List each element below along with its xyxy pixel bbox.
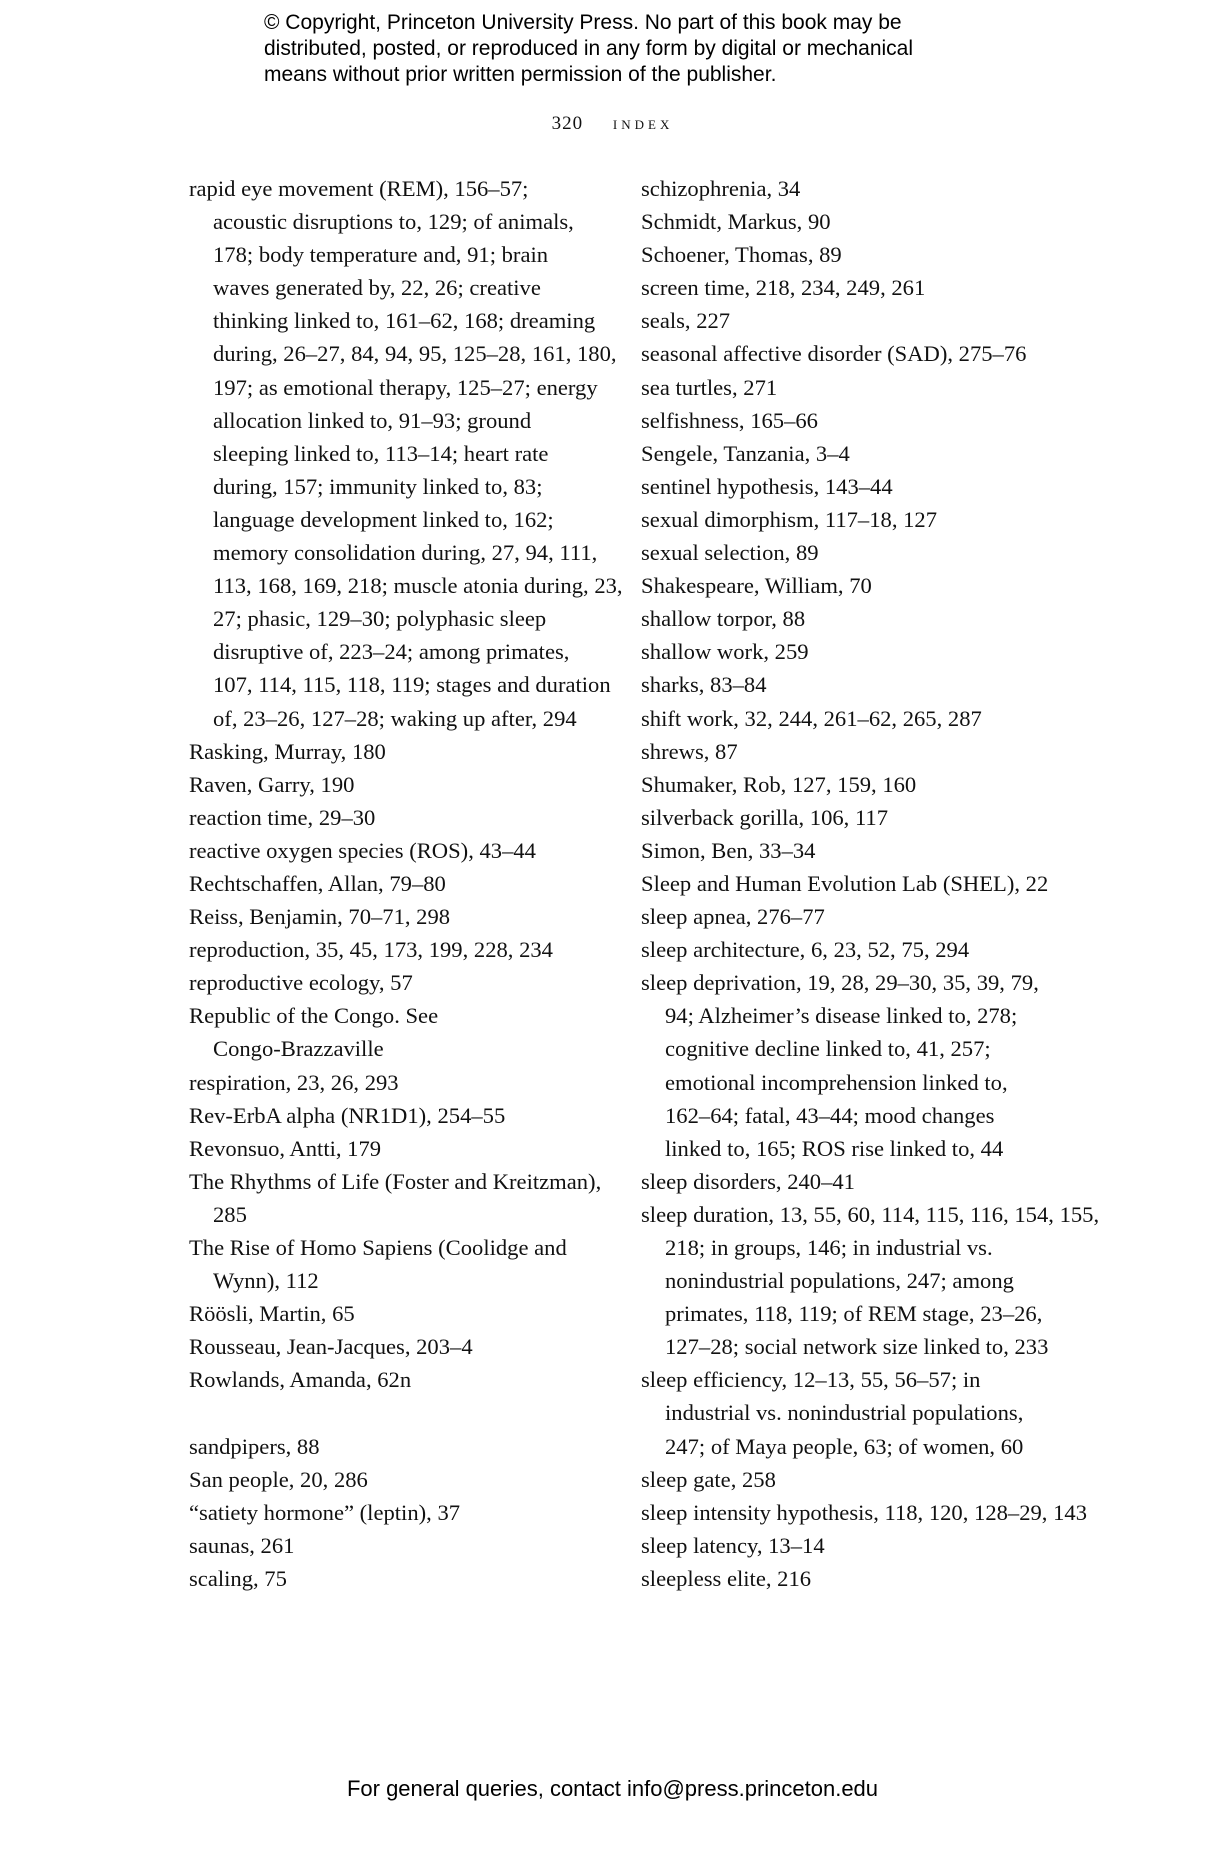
index-subentry-line: thinking linked to, 161–62, 168; dreaming: [213, 308, 596, 334]
index-entry-line: sandpipers, 88: [189, 1433, 320, 1459]
index-entry-line: respiration, 23, 26, 293: [189, 1069, 399, 1095]
index-entry-line: sleepless elite, 216: [641, 1565, 812, 1591]
index-entry-line: shallow work, 259: [641, 639, 809, 665]
index-entry-line: The Rhythms of Life (Foster and Kreitzman),: [189, 1168, 602, 1194]
index-entry-line: sea turtles, 271: [641, 374, 778, 400]
index-entry-line: “satiety hormone” (leptin), 37: [189, 1499, 461, 1525]
index-subentry-line: allocation linked to, 91–93; ground: [213, 407, 532, 433]
index-entry-line: Reiss, Benjamin, 70–71, 298: [189, 904, 451, 930]
copyright-line: © Copyright, Princeton University Press. No part of this book may be: [264, 11, 902, 34]
index-entry-line: selfishness, 165–66: [641, 407, 818, 433]
index-entry-line: Sengele, Tanzania, 3–4: [641, 440, 850, 466]
index-entry-line: Revonsuo, Antti, 179: [189, 1135, 382, 1161]
index-entry-line: The Rise of Homo Sapiens (Coolidge and: [189, 1235, 567, 1260]
index-entry-line: Rechtschaffen, Allan, 79–80: [189, 870, 446, 896]
index-entry-line: shallow torpor, 88: [641, 606, 806, 632]
index-subentry-line: Congo-Brazzaville: [213, 1036, 384, 1062]
index-entry-line: Simon, Ben, 33–34: [641, 837, 816, 863]
index-subentry-line: 127–28; social network size linked to, 233: [665, 1334, 1049, 1360]
index-entry-line: sleep gate, 258: [641, 1466, 776, 1492]
index-entry-line: sleep architecture, 6, 23, 52, 75, 294: [641, 937, 970, 963]
index-column-right: [641, 172, 1100, 1595]
index-entry-line: sleep apnea, 276–77: [641, 904, 825, 930]
index-entry-line: seals, 227: [641, 308, 731, 334]
index-subentry-line: Wynn), 112: [213, 1268, 319, 1294]
index-entry-line: Sleep and Human Evolution Lab (SHEL), 22: [641, 870, 1049, 896]
index-subentry-line: cognitive decline linked to, 41, 257;: [665, 1036, 991, 1062]
index-entry-line: San people, 20, 286: [189, 1466, 368, 1492]
copyright-line: distributed, posted, or reproduced in any form by digital or mechanical: [264, 37, 914, 60]
index-subentry-line: nonindustrial populations, 247; among: [665, 1268, 1014, 1294]
index-gap: [189, 1396, 609, 1429]
index-entry-line: Shakespeare, William, 70: [641, 573, 872, 599]
index-entry-line: sharks, 83–84: [641, 672, 767, 698]
section-title: index: [612, 113, 674, 134]
index-entry-line: sleep deprivation, 19, 28, 29–30, 35, 39, 79,: [641, 970, 1039, 996]
index-entry-line: rapid eye movement (REM), 156–57;: [189, 176, 529, 201]
index-entry-line: sexual dimorphism, 117–18, 127: [641, 506, 938, 532]
index-entry-line: sleep intensity hypothesis, 118, 120, 128–29, 143: [641, 1499, 1087, 1525]
index-entry-line: schizophrenia, 34: [641, 176, 801, 201]
index-entry-line: sleep efficiency, 12–13, 55, 56–57; in: [641, 1367, 981, 1393]
index-subentry-line: acoustic disruptions to, 129; of animals,: [213, 209, 574, 235]
index-subentry-line: industrial vs. nonindustrial populations,: [665, 1400, 1024, 1426]
index-entry-line: Republic of the Congo. See: [189, 1003, 439, 1029]
index-subentry-line: during, 157; immunity linked to, 83;: [213, 473, 543, 499]
index-entry-line: Rousseau, Jean-Jacques, 203–4: [189, 1334, 473, 1360]
index-entry-line: reproductive ecology, 57: [189, 970, 413, 996]
index-entry-line: sexual selection, 89: [641, 540, 819, 566]
index-subentry-line: language development linked to, 162;: [213, 506, 554, 532]
index-entry-line: sleep duration, 13, 55, 60, 114, 115, 116, 154, 155,: [641, 1201, 1100, 1227]
index-entry-line: sleep disorders, 240–41: [641, 1168, 855, 1194]
copyright-notice: [264, 10, 984, 88]
index-entry-line: reproduction, 35, 45, 173, 199, 228, 234: [189, 937, 553, 963]
index-subentry-line: memory consolidation during, 27, 94, 111,: [213, 540, 598, 566]
index-entry-line: Raven, Garry, 190: [189, 771, 355, 797]
index-entry-line: reaction time, 29–30: [189, 804, 376, 830]
index-entry-line: Schoener, Thomas, 89: [641, 242, 842, 268]
copyright-line: means without prior written permission of the publisher.: [264, 63, 777, 86]
index-entry-line: reactive oxygen species (ROS), 43–44: [189, 837, 536, 863]
index-entry-line: sleep latency, 13–14: [641, 1532, 825, 1558]
index-subentry-line: 197; as emotional therapy, 125–27; energy: [213, 374, 598, 400]
index-subentry-line: 285: [213, 1201, 247, 1227]
index-subentry-line: waves generated by, 22, 26; creative: [213, 275, 541, 301]
index-subentry-line: linked to, 165; ROS rise linked to, 44: [665, 1135, 1004, 1161]
index-subentry-line: 27; phasic, 129–30; polyphasic sleep: [213, 606, 547, 632]
index-subentry-line: of, 23–26, 127–28; waking up after, 294: [213, 705, 577, 731]
index-subentry-line: 218; in groups, 146; in industrial vs.: [665, 1235, 993, 1260]
index-subentry-line: sleeping linked to, 113–14; heart rate: [213, 440, 549, 466]
index-entry-line: Rowlands, Amanda, 62n: [189, 1367, 412, 1393]
index-subentry-line: 162–64; fatal, 43–44; mood changes: [665, 1102, 995, 1128]
index-subentry-line: emotional incomprehension linked to,: [665, 1069, 1008, 1095]
index-entry-line: silverback gorilla, 106, 117: [641, 804, 889, 830]
index-subentry-line: 178; body temperature and, 91; brain: [213, 242, 549, 268]
page-number: 320: [551, 113, 584, 134]
index-entry-line: Shumaker, Rob, 127, 159, 160: [641, 771, 917, 797]
index-subentry-line: 113, 168, 169, 218; muscle atonia during, 23,: [213, 573, 623, 599]
index-entry-line: Rasking, Murray, 180: [189, 738, 386, 764]
index-subentry-line: disruptive of, 223–24; among primates,: [213, 639, 570, 665]
running-head: [0, 113, 1225, 135]
index-entry-line: screen time, 218, 234, 249, 261: [641, 275, 926, 301]
index-subentry-line: 107, 114, 115, 118, 119; stages and duration: [213, 672, 611, 698]
index-entry-line: saunas, 261: [189, 1532, 295, 1558]
index-entry-line: scaling, 75: [189, 1565, 287, 1591]
index-entry-line: seasonal affective disorder (SAD), 275–76: [641, 341, 1027, 367]
index-entry-line: shift work, 32, 244, 261–62, 265, 287: [641, 705, 982, 731]
index-subentry-line: 94; Alzheimer’s disease linked to, 278;: [665, 1003, 1018, 1029]
index-subentry-line: primates, 118, 119; of REM stage, 23–26,: [665, 1301, 1043, 1327]
index-subentry-line: 247; of Maya people, 63; of women, 60: [665, 1433, 1024, 1459]
index-subentry-line: during, 26–27, 84, 94, 95, 125–28, 161, 180,: [213, 341, 617, 367]
index-entry-line: sentinel hypothesis, 143–44: [641, 473, 893, 499]
index-entry-line: shrews, 87: [641, 738, 738, 764]
index-column-left: [189, 172, 623, 1595]
index-entry-line: Rev-ErbA alpha (NR1D1), 254–55: [189, 1102, 506, 1128]
index-entry-line: Röösli, Martin, 65: [189, 1301, 355, 1327]
footer-contact: For general queries, contact info@press.princeton.edu: [346, 1776, 879, 1801]
index-entry-line: Schmidt, Markus, 90: [641, 209, 831, 235]
